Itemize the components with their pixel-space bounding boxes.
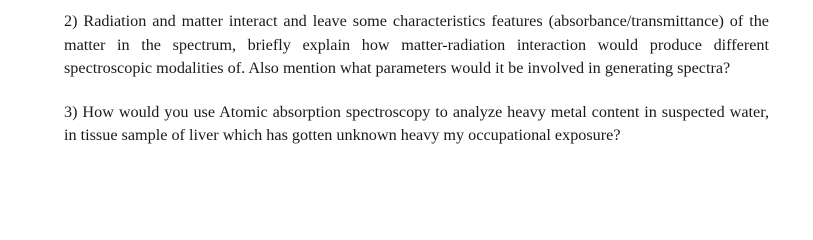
document-body (64, 10, 769, 148)
question-2-text: 2) Radiation and matter interact and leave some characteristics features (absorbance/transmittance) of the matter in the spectrum, briefly explain how matter-radiation interaction would produce different spectroscopic modalities of. Also mention what parameters would it be involved in generating spectra? (64, 12, 769, 77)
question-3-text: 3) How would you use Atomic absorption spectroscopy to analyze heavy metal content in suspected water, in tissue sample of liver which has gotten unknown heavy my occupational exposure? (64, 102, 769, 144)
